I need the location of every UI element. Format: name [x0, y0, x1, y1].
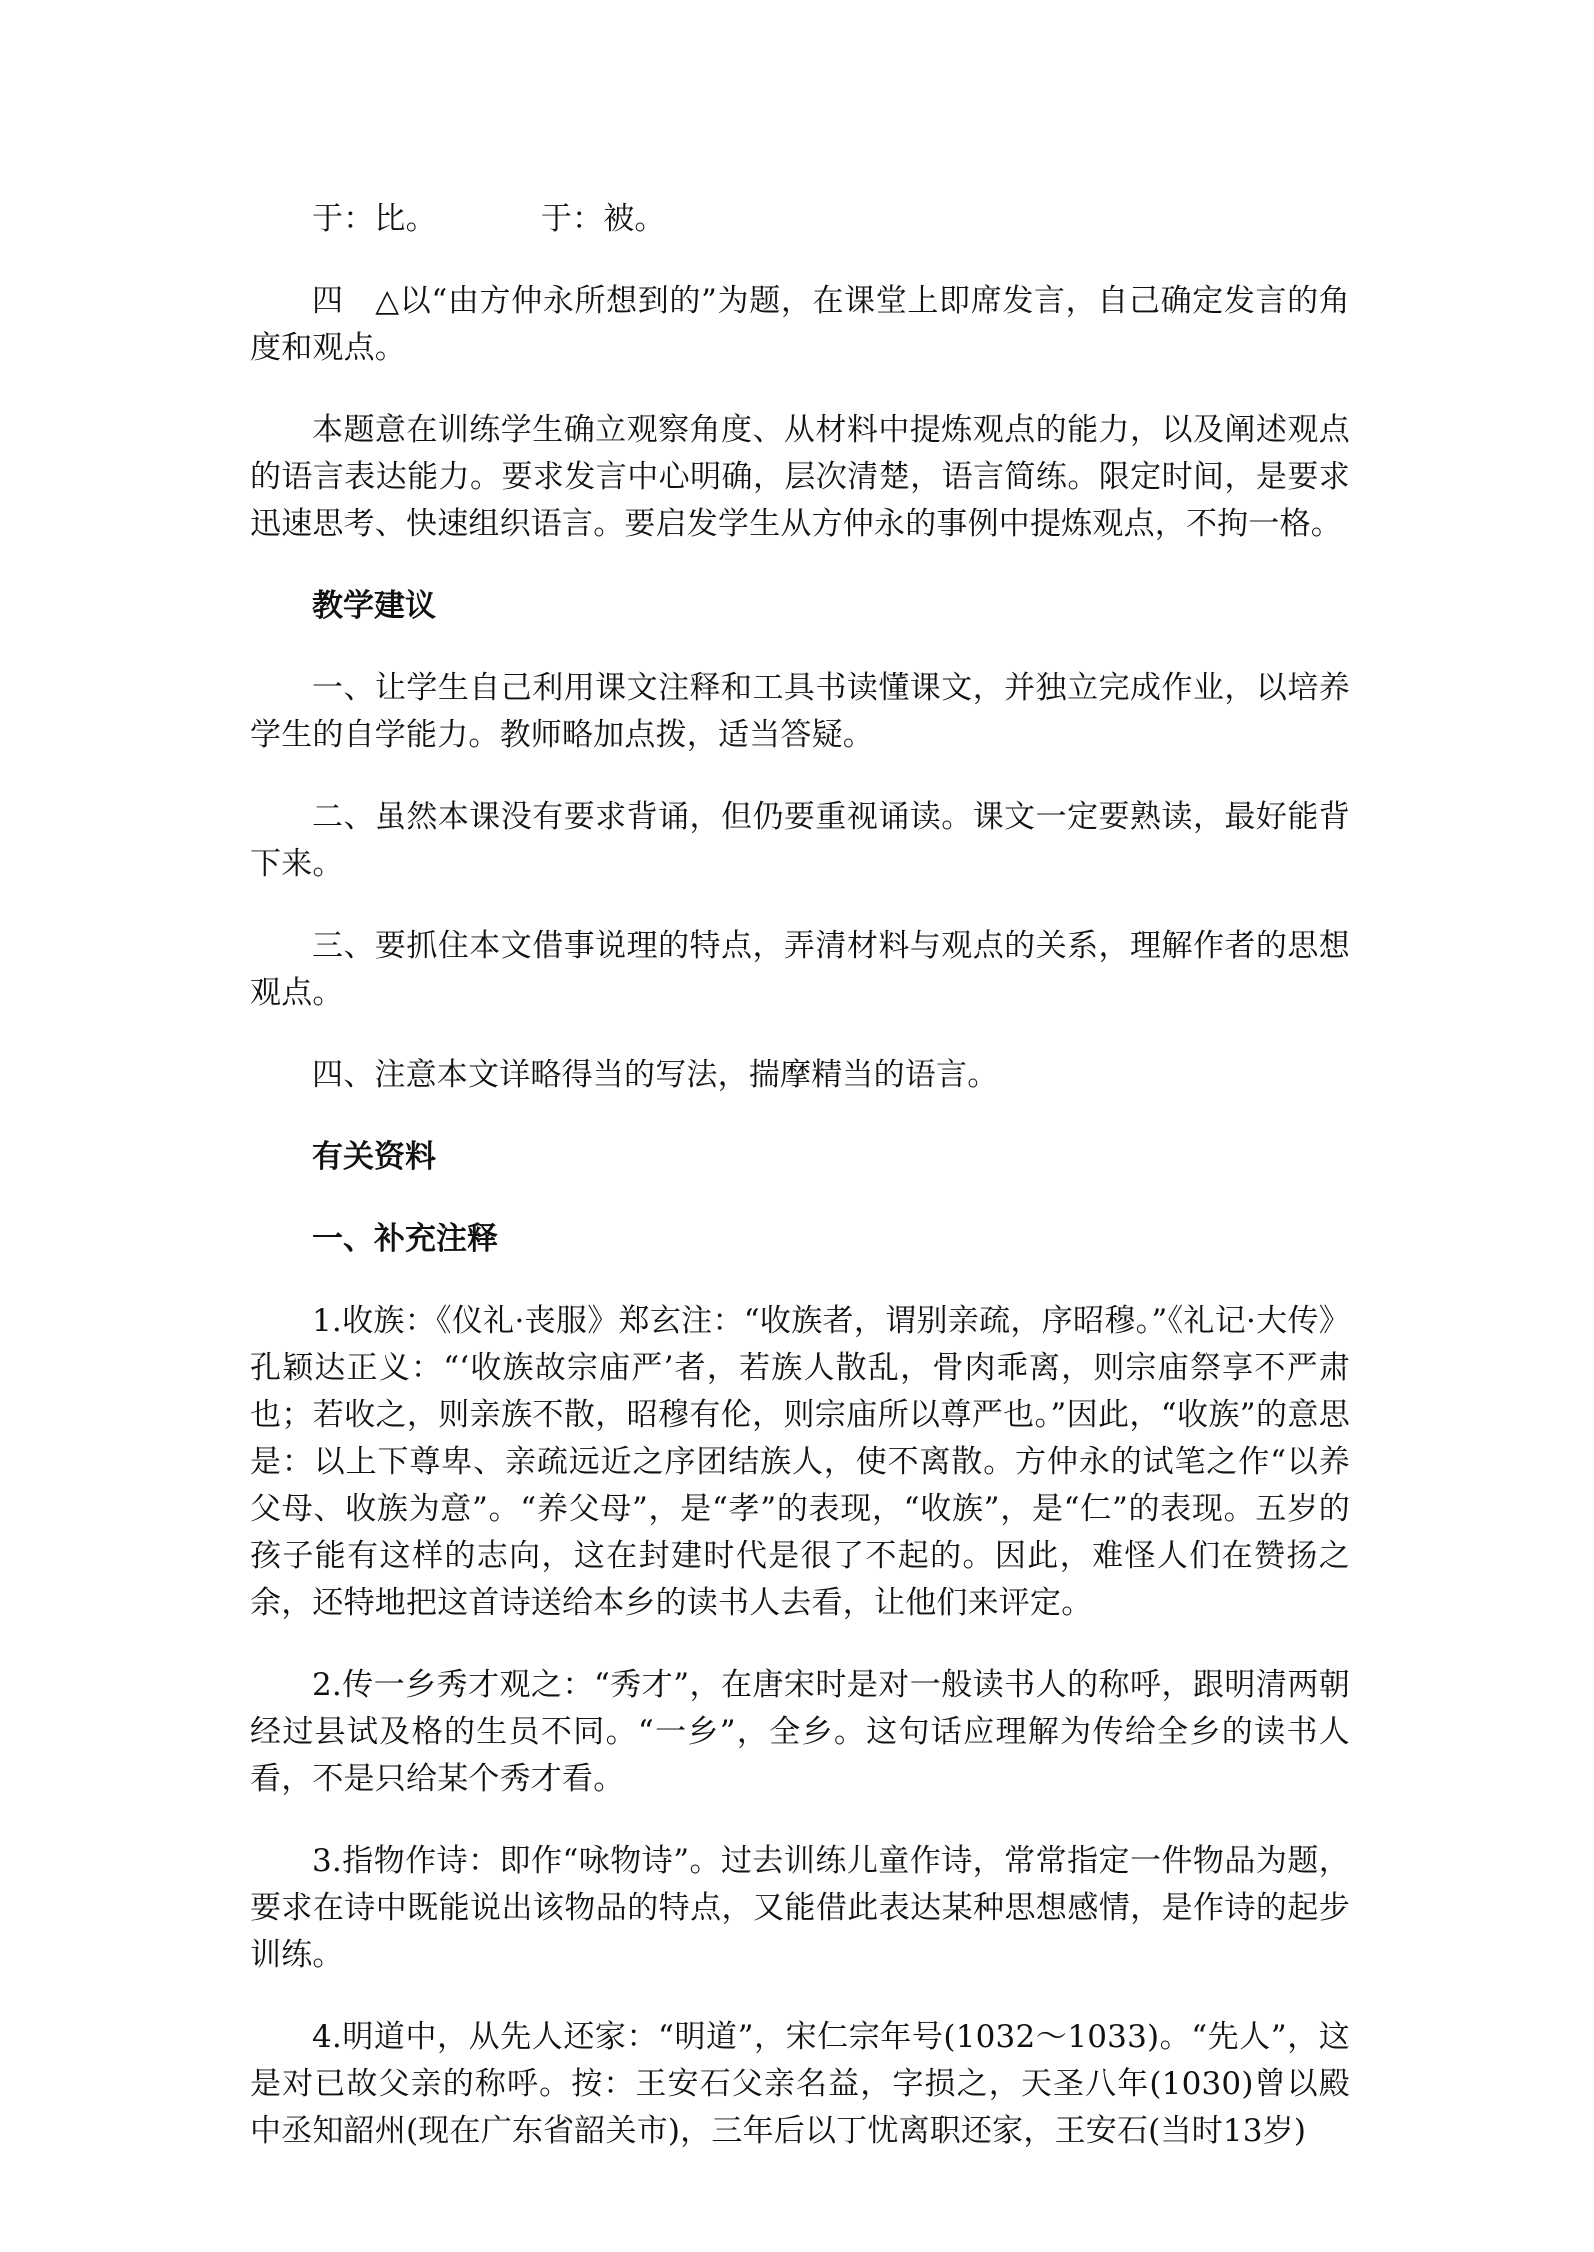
heading-related-materials: 有关资料 — [312, 1139, 436, 1175]
explanation-a: 于：比。 — [312, 201, 437, 237]
note-2: 2.传一乡秀才观之：“秀才”，在唐宋时是对一般读书人的称呼，跟明清两朝经过县试及格的生员不同。“一乡”，全乡。这句话应理解为传给全乡的读书人看，不是只给某个秀才看。 — [250, 1667, 1350, 1797]
teaching-suggestion-4: 四、注意本文详略得当的写法，揣摩精当的语言。 — [312, 1057, 999, 1093]
teaching-suggestion-1: 一、让学生自己利用课文注释和工具书读懂课文，并独立完成作业，以培养学生的自学能力。教师略加点拨，适当答疑。 — [250, 670, 1350, 753]
explanation-b: 于：被。 — [540, 201, 666, 237]
heading-teaching-suggestions: 教学建议 — [312, 588, 436, 624]
teaching-suggestion-2: 二、虽然本课没有要求背诵，但仍要重视诵读。课文一定要熟读，最好能背下来。 — [250, 799, 1350, 882]
heading-supplementary-notes: 一、补充注释 — [312, 1221, 498, 1257]
exercise-four-explanation: 本题意在训练学生确立观察角度、从材料中提炼观点的能力，以及阐述观点的语言表达能力。要求发言中心明确，层次清楚，语言简练。限定时间，是要求迅速思考、快速组织语言。要启发学生从方仲永的事例中提炼观点，不拘一格。 — [250, 412, 1350, 542]
teaching-suggestion-3: 三、要抓住本文借事说理的特点，弄清材料与观点的关系，理解作者的思想观点。 — [250, 928, 1350, 1011]
note-1: 1.收族：《仪礼·丧服》郑玄注：“收族者，谓别亲疏，序昭穆。”《礼记·大传》孔颖达正义：“‘收族故宗庙严’者，若族人散乱，骨肉乖离，则宗庙祭享不严肃也；若收之，则亲族不散，昭穆有伦，则宗庙所以尊严也。”因此，“收族”的意思是：以上下尊卑、亲疏远近之序团结族人，使不离散。方仲永的试笔之作“以养父母、收族为意”。“养父母”，是“孝”的表现，“收族”，是“仁”的表现。五岁的孩子能有这样的志向，这在封建时代是很了不起的。因此，难怪人们在赞扬之余，还特地把这首诗送给本乡的读书人去看，让他们来评定。 — [250, 1303, 1350, 1621]
document-body — [250, 196, 1350, 2155]
exercise-four: 四 △以“由方仲永所想到的”为题，在课堂上即席发言，自己确定发言的角度和观点。 — [250, 283, 1350, 366]
note-4: 4.明道中，从先人还家：“明道”，宋仁宗年号(1032～1033)。“先人”，这是对已故父亲的称呼。按：王安石父亲名益，字损之，天圣八年(1030)曾以殿中丞知韶州(现在广东省韶关市)，三年后以丁忧离职还家，王安石(当时13岁) — [250, 2019, 1350, 2149]
exercise-explanation-line — [250, 196, 1350, 243]
note-3: 3.指物作诗：即作“咏物诗”。过去训练儿童作诗，常常指定一件物品为题，要求在诗中既能说出该物品的特点，又能借此表达某种思想感情，是作诗的起步训练。 — [250, 1843, 1350, 1973]
